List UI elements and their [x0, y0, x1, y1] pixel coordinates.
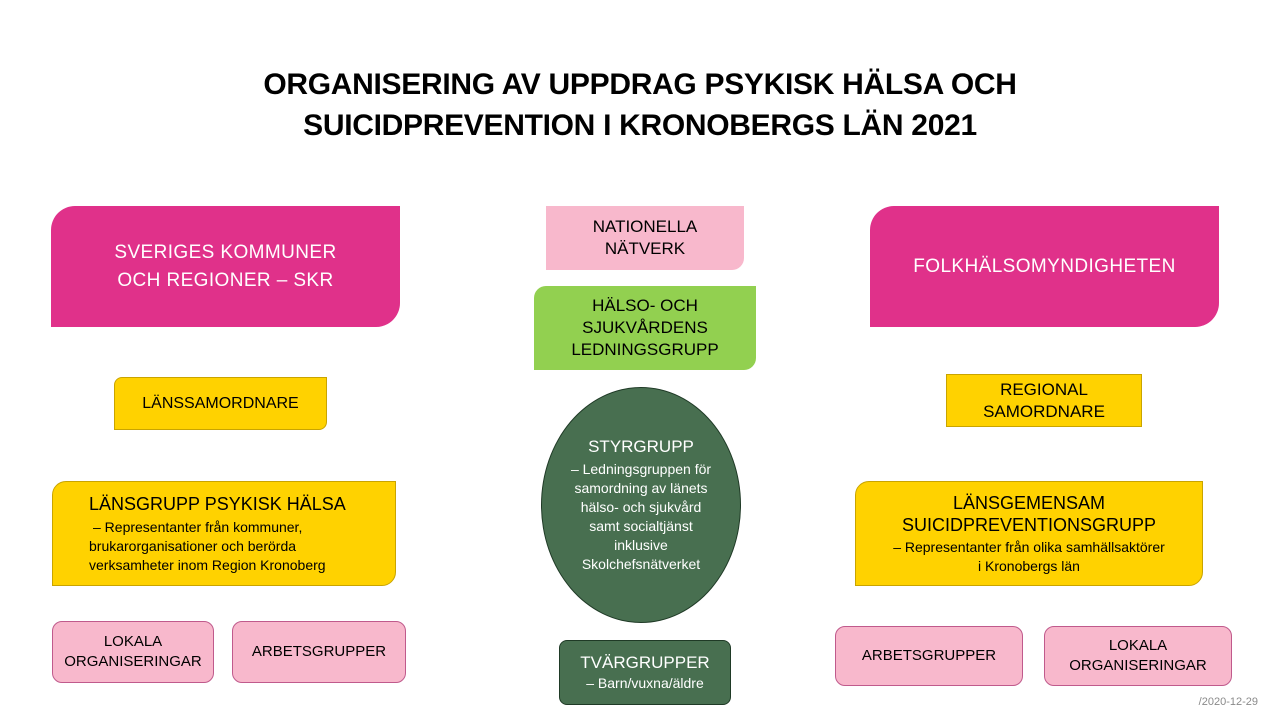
right-lokala-line-1: LOKALA: [1108, 637, 1168, 654]
ledningsgrupp-line-1: HÄLSO- OCH: [592, 296, 698, 315]
styrgrupp-ellipse: [541, 387, 741, 623]
page-title: [140, 64, 1140, 146]
right-arbetsgrupper-box: [835, 626, 1023, 686]
styrgrupp-text-2: samordning av länets: [574, 480, 708, 496]
ledningsgrupp-line-2: SJUKVÅRDENS: [582, 318, 708, 337]
title-line-1: ORGANISERING AV UPPDRAG PSYKISK HÄLSA OCH: [263, 68, 1017, 101]
lansgrupp-text-3: verksamheter inom Region Kronoberg: [89, 556, 326, 573]
ledningsgrupp-box: [534, 286, 756, 370]
styrgrupp-text-1: – Ledningsgruppen för: [570, 461, 712, 477]
regional-line-2: SAMORDNARE: [983, 401, 1105, 421]
skr-box: [51, 206, 400, 327]
right-lokala-line-2: ORGANISERINGAR: [1069, 657, 1207, 674]
lansgrupp-heading: LÄNSGRUPP PSYKISK HÄLSA: [89, 493, 346, 514]
left-lokala-line-1: LOKALA: [103, 633, 163, 650]
tvargrupper-box: [559, 640, 731, 705]
lansgrupp-text-2: brukarorganisationer och berörda: [89, 537, 297, 554]
styrgrupp-text-5: inklusive: [614, 537, 668, 553]
lansgemensam-suicidpreventionsgrupp-box: [855, 481, 1203, 586]
lansgrupp-psykisk-halsa-box: [52, 481, 396, 586]
ledningsgrupp-line-3: LEDNINGSGRUPP: [571, 340, 719, 359]
date-footer: /2020-12-29: [1198, 696, 1258, 708]
right-lokala-organiseringar-box: [1044, 626, 1232, 686]
skr-line-2: OCH REGIONER – SKR: [117, 269, 334, 291]
left-arbetsgrupper-label: ARBETSGRUPPER: [251, 643, 387, 660]
folkhalsomyndigheten-box: [870, 206, 1219, 327]
left-lokala-line-2: ORGANISERINGAR: [64, 653, 202, 670]
title-line-2: SUICIDPREVENTION I KRONOBERGS LÄN 2021: [303, 109, 977, 142]
styrgrupp-text-4: samt socialtjänst: [589, 518, 693, 534]
lansgemensam-text-2: i Kronobergs län: [978, 557, 1080, 574]
regional-samordnare-box: [946, 374, 1142, 427]
left-lokala-organiseringar-box: [52, 621, 214, 683]
nationella-line-2: NÄTVERK: [604, 239, 686, 258]
lanssamordnare-box: [114, 377, 327, 430]
lanssamordnare-label: LÄNSSAMORDNARE: [142, 394, 299, 412]
left-arbetsgrupper-box: [232, 621, 406, 683]
lansgemensam-text-1: – Representanter från olika samhällsaktörer: [893, 538, 1165, 555]
fhm-label: FOLKHÄLSOMYNDIGHETEN: [913, 255, 1176, 277]
nationella-natverk-box: [546, 206, 744, 270]
skr-line-1: SVERIGES KOMMUNER: [114, 241, 337, 263]
right-arbetsgrupper-label: ARBETSGRUPPER: [861, 647, 997, 664]
lansgemensam-heading-1: LÄNSGEMENSAM: [952, 492, 1106, 513]
lansgemensam-heading-2: SUICIDPREVENTIONSGRUPP: [901, 514, 1157, 535]
styrgrupp-text-6: Skolchefsnätverket: [581, 556, 701, 572]
nationella-line-1: NATIONELLA: [592, 217, 698, 236]
tvargrupper-sub: – Barn/vuxna/äldre: [586, 675, 704, 691]
styrgrupp-heading: STYRGRUPP: [588, 437, 694, 456]
regional-line-1: REGIONAL: [1000, 379, 1088, 399]
tvargrupper-heading: TVÄRGRUPPER: [580, 653, 710, 672]
styrgrupp-text-3: hälso- och sjukvård: [580, 499, 702, 515]
lansgrupp-text-1: – Representanter från kommuner,: [93, 518, 303, 535]
